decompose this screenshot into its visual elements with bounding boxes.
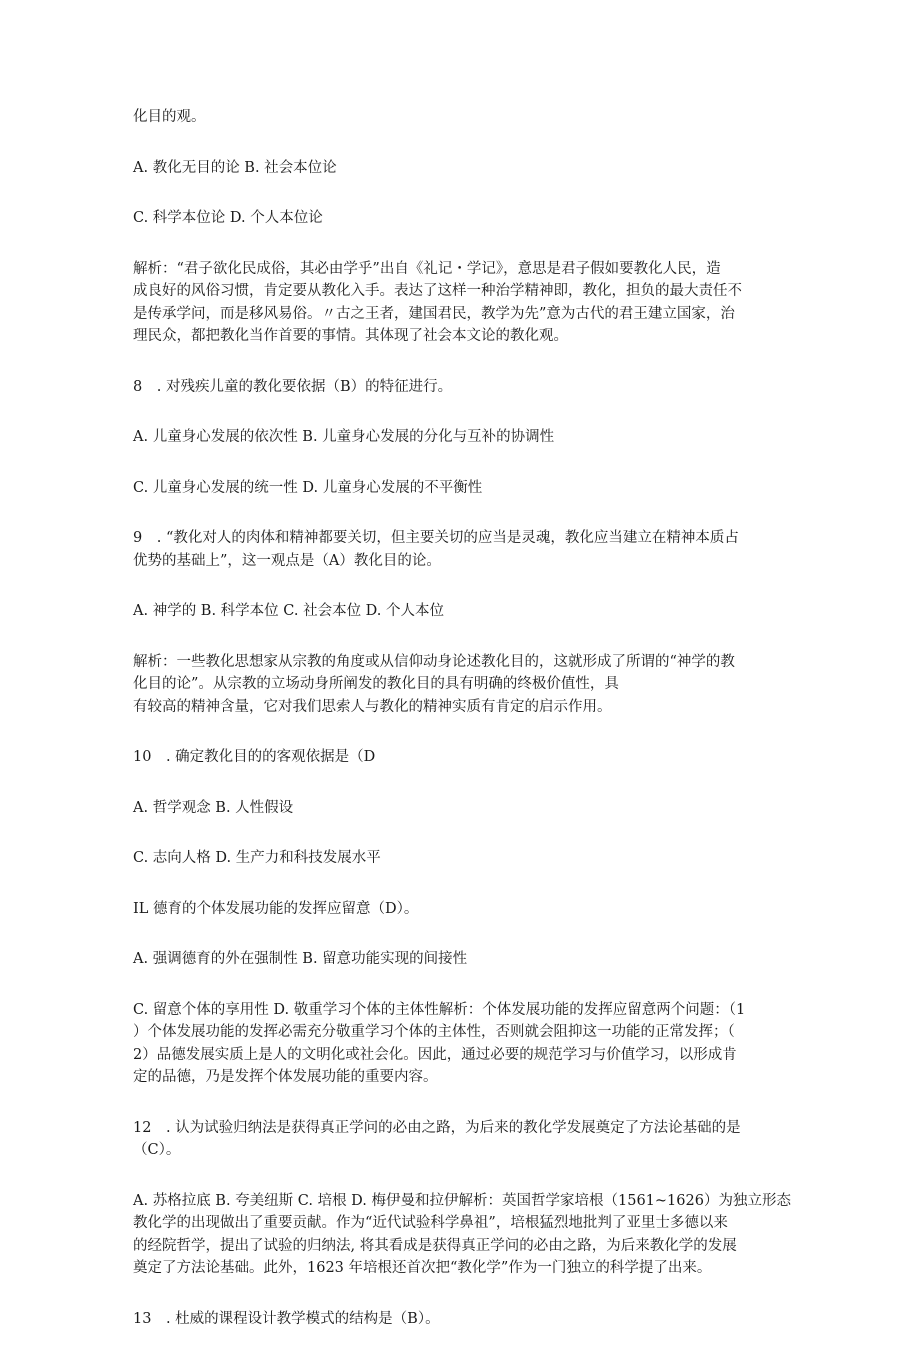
text-paragraph bbox=[133, 948, 793, 971]
text-paragraph bbox=[133, 847, 793, 870]
text-line: A. 哲学观念 B. 人性假设 bbox=[133, 799, 294, 816]
text-line: 13 . 杜威的课程设计教学模式的结构是（B）。 bbox=[133, 1310, 440, 1327]
text-paragraph bbox=[133, 157, 793, 180]
text-line: IL 德育的个体发展功能的发挥应留意（D）。 bbox=[133, 900, 419, 917]
document-page bbox=[133, 106, 793, 1358]
text-line: 化目的观。 bbox=[133, 109, 206, 125]
text-paragraph bbox=[133, 600, 793, 623]
text-paragraph bbox=[133, 207, 793, 230]
text-line: 理民众，都把教化当作首要的事情。其体现了社会本文论的教化观。 bbox=[133, 328, 568, 344]
text-line: 奠定了方法论基础。此外，1623 年培根还首次把“教化学”作为一门独立的科学提了出来。 bbox=[133, 1260, 712, 1276]
text-line: 化目的论”。从宗教的立场动身所阐发的教化目的具有明确的终极价值性，具 bbox=[133, 676, 619, 692]
text-paragraph bbox=[133, 1190, 793, 1280]
text-line: （C）。 bbox=[133, 1142, 181, 1158]
text-line: 是传承学问，而是移风易俗。〃古之王者，建国君民，教学为先”意为古代的君王建立国家，治 bbox=[133, 305, 735, 322]
text-line: 2）品德发展实质上是人的文明化或社会化。因此，通过必要的规范学习与价值学习，以形成肯 bbox=[133, 1046, 737, 1063]
text-paragraph bbox=[133, 426, 793, 449]
text-line: 定的品德，乃是发挥个体发展功能的重要内容。 bbox=[133, 1069, 438, 1085]
text-paragraph bbox=[133, 898, 793, 921]
text-line: 教化学的出现做出了重要贡献。作为“近代试验科学鼻祖”，培根猛烈地批判了亚里士多德以来 bbox=[133, 1215, 728, 1231]
text-line: 解析：“君子欲化民成俗，其必由学乎”出自《礼记・学记》，意思是君子假如要教化人民，造 bbox=[133, 260, 721, 277]
text-paragraph bbox=[133, 527, 793, 572]
text-line: 的经院哲学，提出了试验的归纳法, 将其看成是获得真正学问的必由之路，为后来教化学的发展 bbox=[133, 1237, 737, 1254]
text-paragraph bbox=[133, 258, 793, 348]
text-line: 解析：一些教化思想家从宗教的角度或从信仰动身论述教化目的，这就形成了所谓的“神学的教 bbox=[133, 653, 735, 670]
text-line: 有较高的精神含量，它对我们思索人与教化的精神实质有肯定的启示作用。 bbox=[133, 698, 612, 715]
text-line: C. 儿童身心发展的统一性 D. 儿童身心发展的不平衡性 bbox=[133, 479, 483, 496]
text-paragraph bbox=[133, 651, 793, 719]
text-line: A. 儿童身心发展的依次性 B. 儿童身心发展的分化与互补的协调性 bbox=[133, 429, 555, 445]
text-paragraph bbox=[133, 999, 793, 1089]
text-line: C. 科学本位论 D. 个人本位论 bbox=[133, 210, 323, 226]
text-paragraph bbox=[133, 376, 793, 399]
text-line: 优势的基础上”，这一观点是（A）教化目的论。 bbox=[133, 552, 441, 569]
text-line: 9 . “教化对人的肉体和精神都要关切，但主要关切的应当是灵魂，教化应当建立在精神本质占 bbox=[133, 530, 739, 546]
text-line: ）个体发展功能的发挥必需充分敬重学习个体的主体性，否则就会阻抑这一功能的正常发挥；（ bbox=[133, 1024, 735, 1040]
text-paragraph bbox=[133, 477, 793, 500]
text-line: A. 强调德育的外在强制性 B. 留意功能实现的间接性 bbox=[133, 951, 468, 967]
text-line: C. 志向人格 D. 生产力和科技发展水平 bbox=[133, 850, 381, 866]
text-paragraph bbox=[133, 106, 793, 129]
text-paragraph bbox=[133, 797, 793, 820]
text-line: A. 苏格拉底 B. 夸美纽斯 C. 培根 D. 梅伊曼和拉伊解析：英国哲学家培根（1561~1626）为独立形态 bbox=[133, 1192, 791, 1209]
text-paragraph bbox=[133, 746, 793, 769]
text-line: C. 留意个体的享用性 D. 敬重学习个体的主体性解析：个体发展功能的发挥应留意两个问题：（1 bbox=[133, 1001, 746, 1018]
text-line: 12 . 认为试验归纳法是获得真正学问的必由之路，为后来的教化学发展奠定了方法论基础的是 bbox=[133, 1119, 741, 1136]
text-line: A. 教化无目的论 B. 社会本位论 bbox=[133, 159, 337, 176]
text-paragraph bbox=[133, 1308, 793, 1331]
text-line: 10 . 确定教化目的的客观依据是（D bbox=[133, 749, 376, 765]
text-line: 8 . 对残疾儿童的教化要依据（B）的特征进行。 bbox=[133, 378, 453, 395]
text-line: 成良好的风俗习惯，肯定要从教化入手。表达了这样一种治学精神即，教化，担负的最大责任不 bbox=[133, 283, 742, 299]
text-line: A. 神学的 B. 科学本位 C. 社会本位 D. 个人本位 bbox=[133, 603, 445, 619]
text-paragraph bbox=[133, 1117, 793, 1162]
